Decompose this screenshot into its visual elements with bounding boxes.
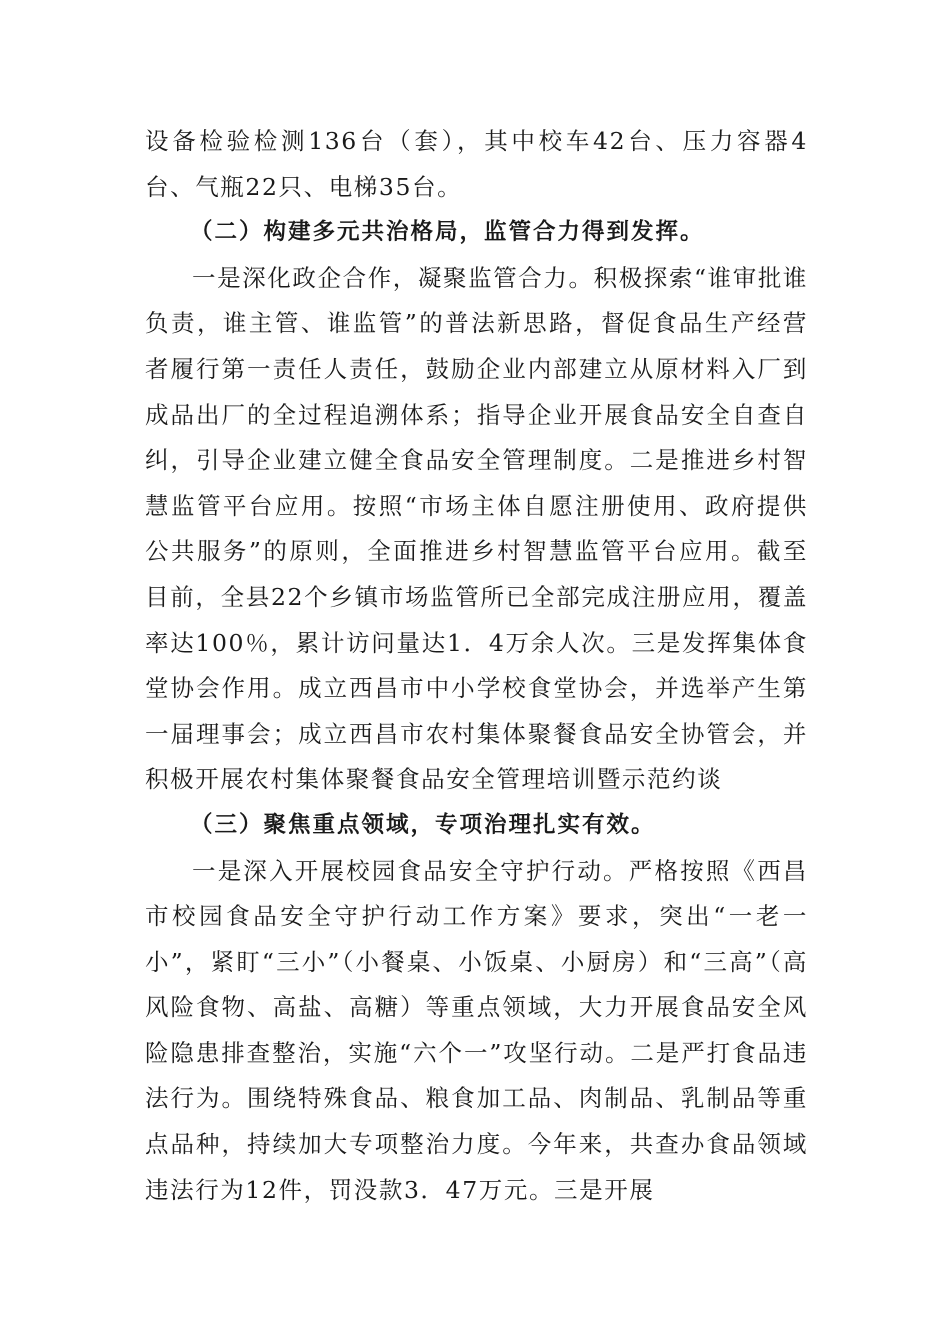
paragraph-cooperation: 一是深化政企合作，凝聚监管合力。积极探索“谁审批谁负责，谁主管、谁监管”的普法新思路，督促食品生产经营者履行第一责任人责任，鼓励企业内部建立从原材料入厂到成品出厂的全过程追溯体系；指导企业开展食品安全自查自纠，引导企业建立健全食品安全管理制度。二是推进乡村智慧监管平台应用。按照“市场主体自愿注册使用、政府提供公共服务”的原则，全面推进乡村智慧监管平台应用。截至目前，全县22个乡镇市场监管所已全部完成注册应用，覆盖率达100％，累计访问量达1．4万余人次。三是发挥集体食堂协会作用。成立西昌市中小学校食堂协会，并选举产生第一届理事会；成立西昌市农村集体聚餐食品安全协管会，并积极开展农村集体聚餐食品安全管理培训暨示范约谈	[145, 263, 809, 794]
paragraph-continuation: 设备检验检测136台（套），其中校车42台、压力容器4台、气瓶22只、电梯35台。	[145, 127, 808, 201]
section-heading-2: （二）构建多元共治格局，监管合力得到发挥。	[190, 219, 705, 246]
document-body	[145, 119, 808, 1213]
section-heading-3: （三）聚焦重点领域，专项治理扎实有效。	[190, 811, 656, 838]
paragraph-campus-safety: 一是深入开展校园食品安全守护行动。严格按照《西昌市校园食品安全守护行动工作方案》要求，突出“一老一小”，紧盯“三小”（小餐桌、小饭桌、小厨房）和“三高”（高风险食物、高盐、高糖）等重点领域，大力开展食品安全风险隐患排查整治，实施“六个一”攻坚行动。二是严打食品违法行为。围绕特殊食品、粮食加工品、肉制品、乳制品等重点品种，持续加大专项整治力度。今年来，共查办食品领域违法行为12件，罚没款3．47万元。三是开展	[145, 856, 808, 1204]
